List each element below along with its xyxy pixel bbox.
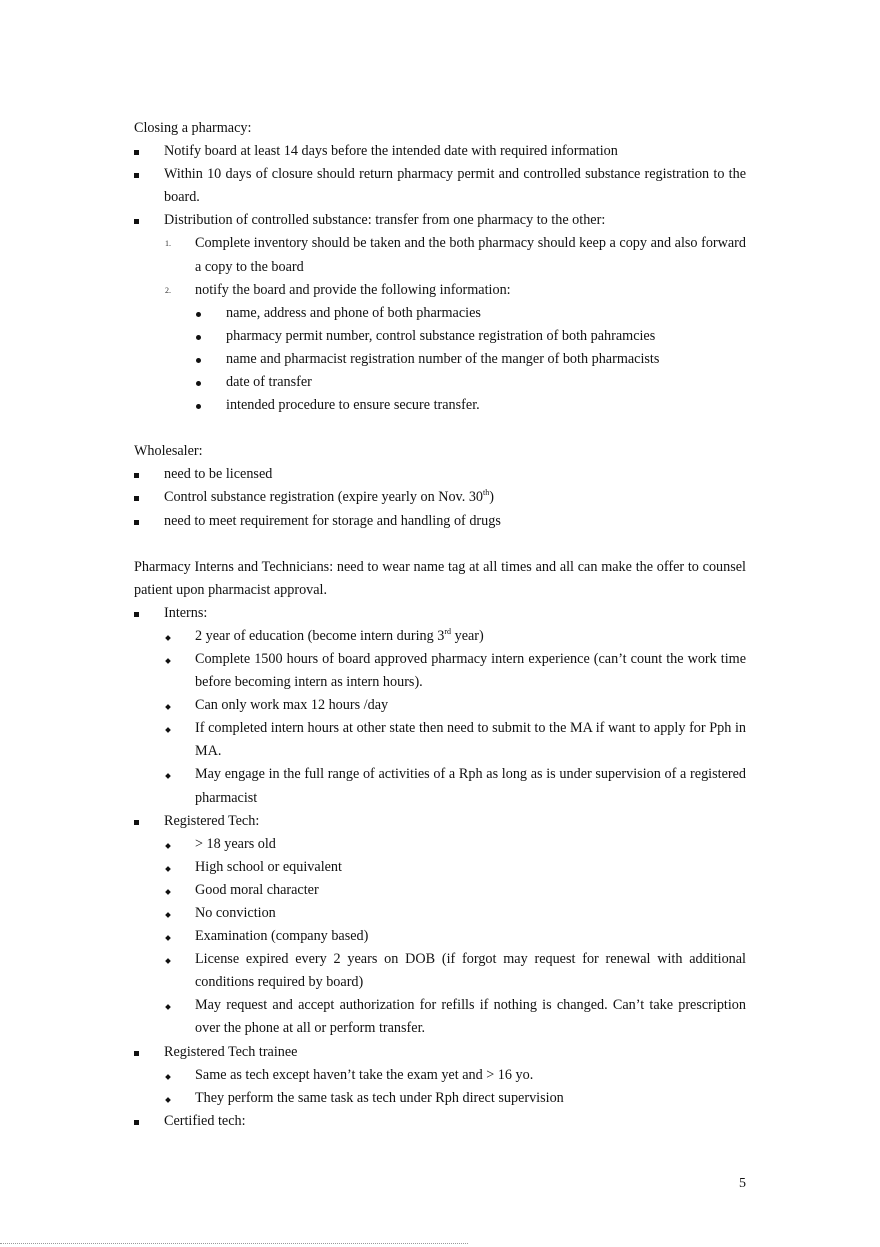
list-item	[134, 463, 746, 486]
list-item	[134, 302, 746, 325]
intern-other-state-text: If completed intern hours at other state then need to submit to the MA if want to apply for Pph in MA.	[195, 720, 746, 760]
list-item	[134, 325, 746, 348]
list-item	[134, 486, 746, 509]
square-bullet-icon	[134, 150, 139, 155]
certified-tech-label: Certified tech:	[164, 1112, 246, 1129]
closing-notify-board-text: notify the board and provide the following information:	[195, 281, 511, 298]
list-item	[134, 763, 746, 809]
diamond-bullet-icon	[165, 635, 171, 641]
list-item	[134, 1041, 746, 1064]
list-number: 2.	[165, 285, 171, 295]
reg-tech-item: High school or equivalent	[195, 858, 342, 875]
diamond-bullet-icon	[165, 866, 171, 872]
diamond-bullet-icon	[165, 1005, 171, 1011]
diamond-bullet-icon	[165, 912, 171, 918]
list-item	[134, 902, 746, 925]
list-item	[134, 1087, 746, 1110]
round-bullet-icon	[196, 335, 201, 340]
diamond-bullet-icon	[165, 727, 171, 733]
footer-divider	[0, 1243, 468, 1244]
info-item: pharmacy permit number, control substance registration of both pahramcies	[226, 327, 656, 344]
diamond-bullet-icon	[165, 889, 171, 895]
interns-label: Interns:	[164, 604, 208, 621]
tech-trainee-label: Registered Tech trainee	[164, 1043, 298, 1060]
list-item	[134, 948, 746, 994]
list-item	[134, 510, 746, 533]
round-bullet-icon	[196, 381, 201, 386]
trainee-item: They perform the same task as tech under Rph direct supervision	[195, 1089, 564, 1106]
list-item	[134, 1064, 746, 1087]
list-item	[134, 163, 746, 209]
diamond-bullet-icon	[165, 935, 171, 941]
reg-tech-item: No conviction	[195, 905, 276, 921]
wholesaler-licensed-text: need to be licensed	[164, 466, 273, 483]
info-item: name and pharmacist registration number of the manger of both pharmacists	[226, 350, 660, 367]
square-bullet-icon	[134, 1120, 139, 1125]
document-page	[134, 117, 746, 1133]
list-item	[134, 694, 746, 717]
registered-tech-label: Registered Tech:	[164, 812, 260, 829]
diamond-bullet-icon	[165, 1097, 171, 1103]
list-item	[134, 279, 746, 302]
square-bullet-icon	[134, 173, 139, 178]
diamond-bullet-icon	[165, 1074, 171, 1080]
diamond-bullet-icon	[165, 658, 171, 664]
closing-distribution-text: Distribution of controlled substance: transfer from one pharmacy to the other:	[164, 212, 606, 229]
list-item	[134, 232, 746, 278]
diamond-bullet-icon	[165, 958, 171, 964]
reg-tech-item: > 18 years old	[195, 835, 276, 852]
intern-education-text: 2 year of education (become intern during 3rd year)	[195, 626, 484, 644]
square-bullet-icon	[134, 520, 139, 525]
interns-techs-intro: Pharmacy Interns and Technicians: need to wear name tag at all times and all can make the offer to counsel patient upon pharmacist approval.	[134, 558, 746, 598]
info-item: intended procedure to ensure secure transfer.	[226, 397, 480, 414]
square-bullet-icon	[134, 1051, 139, 1056]
list-item	[134, 625, 746, 648]
round-bullet-icon	[196, 404, 201, 409]
list-item	[134, 879, 746, 902]
list-item	[134, 602, 746, 625]
list-item	[134, 140, 746, 163]
reg-tech-item: License expired every 2 years on DOB (if forgot may request for renewal with additional conditions required by board)	[195, 951, 746, 991]
reg-tech-item: Good moral character	[195, 881, 319, 898]
intern-activities-text: May engage in the full range of activities of a Rph as long as is under supervision of a registered pharmacist	[195, 766, 746, 806]
info-item: date of transfer	[226, 374, 312, 391]
list-item	[134, 833, 746, 856]
intern-hours-text: Complete 1500 hours of board approved pharmacy intern experience (can’t count the work time before becoming intern as intern hours).	[195, 650, 746, 691]
reg-tech-item: Examination (company based)	[195, 928, 369, 945]
square-bullet-icon	[134, 820, 139, 825]
page-number: 5	[739, 1176, 746, 1191]
list-item	[134, 717, 746, 763]
list-item	[134, 925, 746, 948]
list-item	[134, 209, 746, 232]
square-bullet-icon	[134, 219, 139, 224]
list-item	[134, 648, 746, 694]
trainee-item: Same as tech except haven’t take the exam yet and > 16 yo.	[195, 1066, 534, 1083]
list-item	[134, 856, 746, 879]
closing-inventory-text: Complete inventory should be taken and the both pharmacy should keep a copy and also forward a copy to the board	[195, 235, 746, 275]
list-item	[134, 810, 746, 833]
list-item	[134, 394, 746, 417]
list-number: 1.	[165, 239, 171, 249]
diamond-bullet-icon	[165, 843, 171, 849]
square-bullet-icon	[134, 473, 139, 478]
intern-max-hours-text: Can only work max 12 hours /day	[195, 697, 389, 714]
wholesaler-registration-text: Control substance registration (expire yearly on Nov. 30th)	[164, 488, 494, 506]
info-item: name, address and phone of both pharmacies	[226, 304, 481, 321]
closing-heading: Closing a pharmacy:	[134, 120, 252, 136]
wholesaler-heading: Wholesaler:	[134, 443, 203, 460]
square-bullet-icon	[134, 496, 139, 501]
diamond-bullet-icon	[165, 774, 171, 780]
list-item	[134, 1110, 746, 1133]
list-item	[134, 994, 746, 1040]
round-bullet-icon	[196, 358, 201, 363]
diamond-bullet-icon	[165, 704, 171, 710]
closing-return-permit-text: Within 10 days of closure should return pharmacy permit and controlled substance registration to the board.	[164, 166, 746, 206]
closing-notify-text: Notify board at least 14 days before the intended date with required information	[164, 143, 618, 160]
list-item	[134, 348, 746, 371]
reg-tech-item: May request and accept authorization for refills if nothing is changed. Can’t take prescription over the phone at all or perform transfer.	[195, 997, 746, 1037]
list-item	[134, 371, 746, 394]
square-bullet-icon	[134, 612, 139, 617]
wholesaler-storage-text: need to meet requirement for storage and handling of drugs	[164, 512, 501, 529]
round-bullet-icon	[196, 312, 201, 317]
